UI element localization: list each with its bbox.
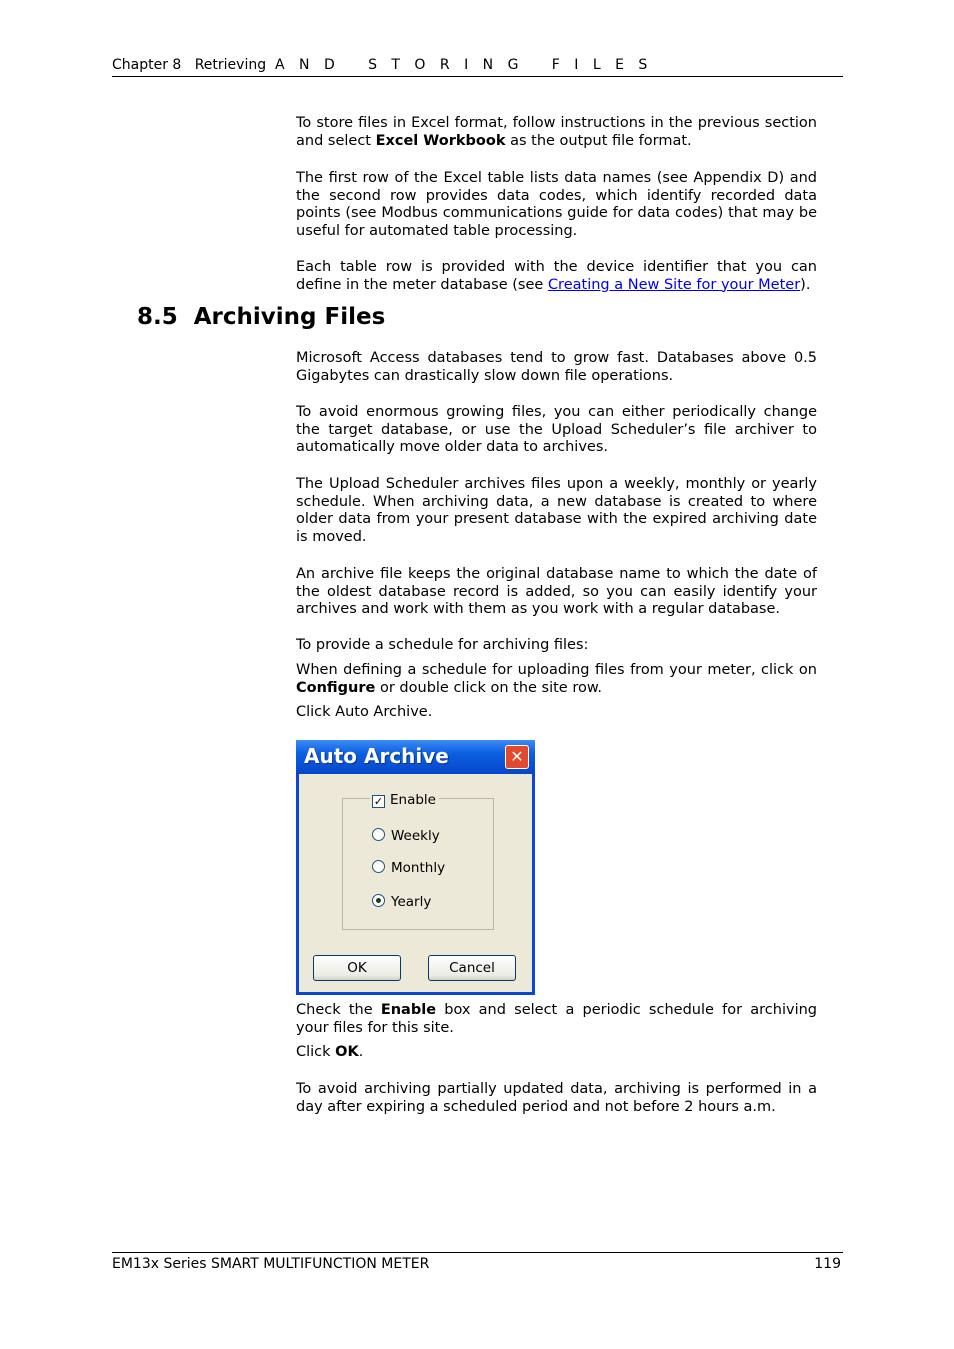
- dialog-title: Auto Archive: [304, 744, 449, 768]
- close-icon[interactable]: ✕: [505, 745, 529, 769]
- radio-icon: [372, 860, 385, 873]
- radio-weekly[interactable]: Weekly: [372, 828, 440, 844]
- header-chapter: Chapter 8: [112, 57, 182, 73]
- section-paragraph-8: Check the Enable box and select a periodic schedule for archiving your files for this site.: [296, 1002, 817, 1036]
- section-paragraph-5: To provide a schedule for archiving files:: [296, 637, 589, 653]
- header-title-a: Retrieving: [194, 57, 267, 73]
- section-paragraph-4: An archive file keeps the original database name to which the date of the oldest database record is added, so you can easily identify your archives and work with them as you work with a regular database.: [296, 566, 817, 618]
- enable-label: Enable: [390, 792, 436, 808]
- cancel-button[interactable]: Cancel: [428, 955, 516, 981]
- section-paragraph-3: The Upload Scheduler archives files upon a weekly, monthly or yearly schedule. When archiving data, a new database is created to where older data from your present database with the expired archiving date is moved.: [296, 476, 817, 545]
- creating-new-site-link[interactable]: Creating a New Site for your Meter: [547, 276, 801, 293]
- auto-archive-dialog: [296, 740, 535, 995]
- footer-product: EM13x Series SMART MULTIFUNCTION METER: [112, 1256, 430, 1272]
- excel-workbook-term: Excel Workbook: [375, 132, 506, 149]
- enable-checkbox[interactable]: [370, 792, 439, 808]
- ok-term: OK: [335, 1044, 359, 1060]
- intro-paragraph-1: To store files in Excel format, follow instructions in the previous section and select Excel Workbook as the output file format.: [296, 115, 817, 149]
- section-paragraph-6: When defining a schedule for uploading files from your meter, click on Configure or double click on the site row.: [296, 662, 817, 696]
- page-number: 119: [814, 1256, 841, 1272]
- ok-button[interactable]: OK: [313, 955, 401, 981]
- configure-term: Configure: [296, 679, 376, 696]
- checkmark-icon: ✓: [373, 795, 384, 808]
- radio-monthly[interactable]: Monthly: [372, 860, 445, 876]
- enable-term: Enable: [380, 1002, 437, 1018]
- section-paragraph-7: Click Auto Archive.: [296, 704, 433, 720]
- intro-paragraph-2: The first row of the Excel table lists data names (see Appendix D) and the second row provides data codes, which identify recorded data points (see Modbus communications guide for data codes) that may be useful for automated table processing.: [296, 170, 817, 239]
- header-title-b: A N D S T O R I N G F I L E S: [275, 57, 653, 73]
- radio-icon: [372, 828, 385, 841]
- dialog-client-area: [299, 774, 532, 992]
- section-paragraph-10: To avoid archiving partially updated data, archiving is performed in a day after expiring a scheduled period and not before 2 hours a.m.: [296, 1081, 817, 1115]
- section-paragraph-9: Click OK.: [296, 1044, 364, 1060]
- radio-selected-icon: [372, 894, 385, 907]
- page-footer: [112, 1252, 843, 1274]
- radio-yearly[interactable]: Yearly: [372, 894, 431, 910]
- section-paragraph-2: To avoid enormous growing files, you can either periodically change the target database, or use the Upload Scheduler’s file archiver to automatically move older data to archives.: [296, 404, 817, 456]
- intro-paragraph-3: Each table row is provided with the device identifier that you can define in the meter database (see Creating a New Site for your Meter).: [296, 259, 817, 293]
- section-heading: 8.5 Archiving Files: [137, 304, 386, 330]
- dialog-titlebar[interactable]: [296, 740, 535, 774]
- section-paragraph-1: Microsoft Access databases tend to grow fast. Databases above 0.5 Gigabytes can drastically slow down file operations.: [296, 350, 817, 384]
- page-header: [112, 55, 843, 77]
